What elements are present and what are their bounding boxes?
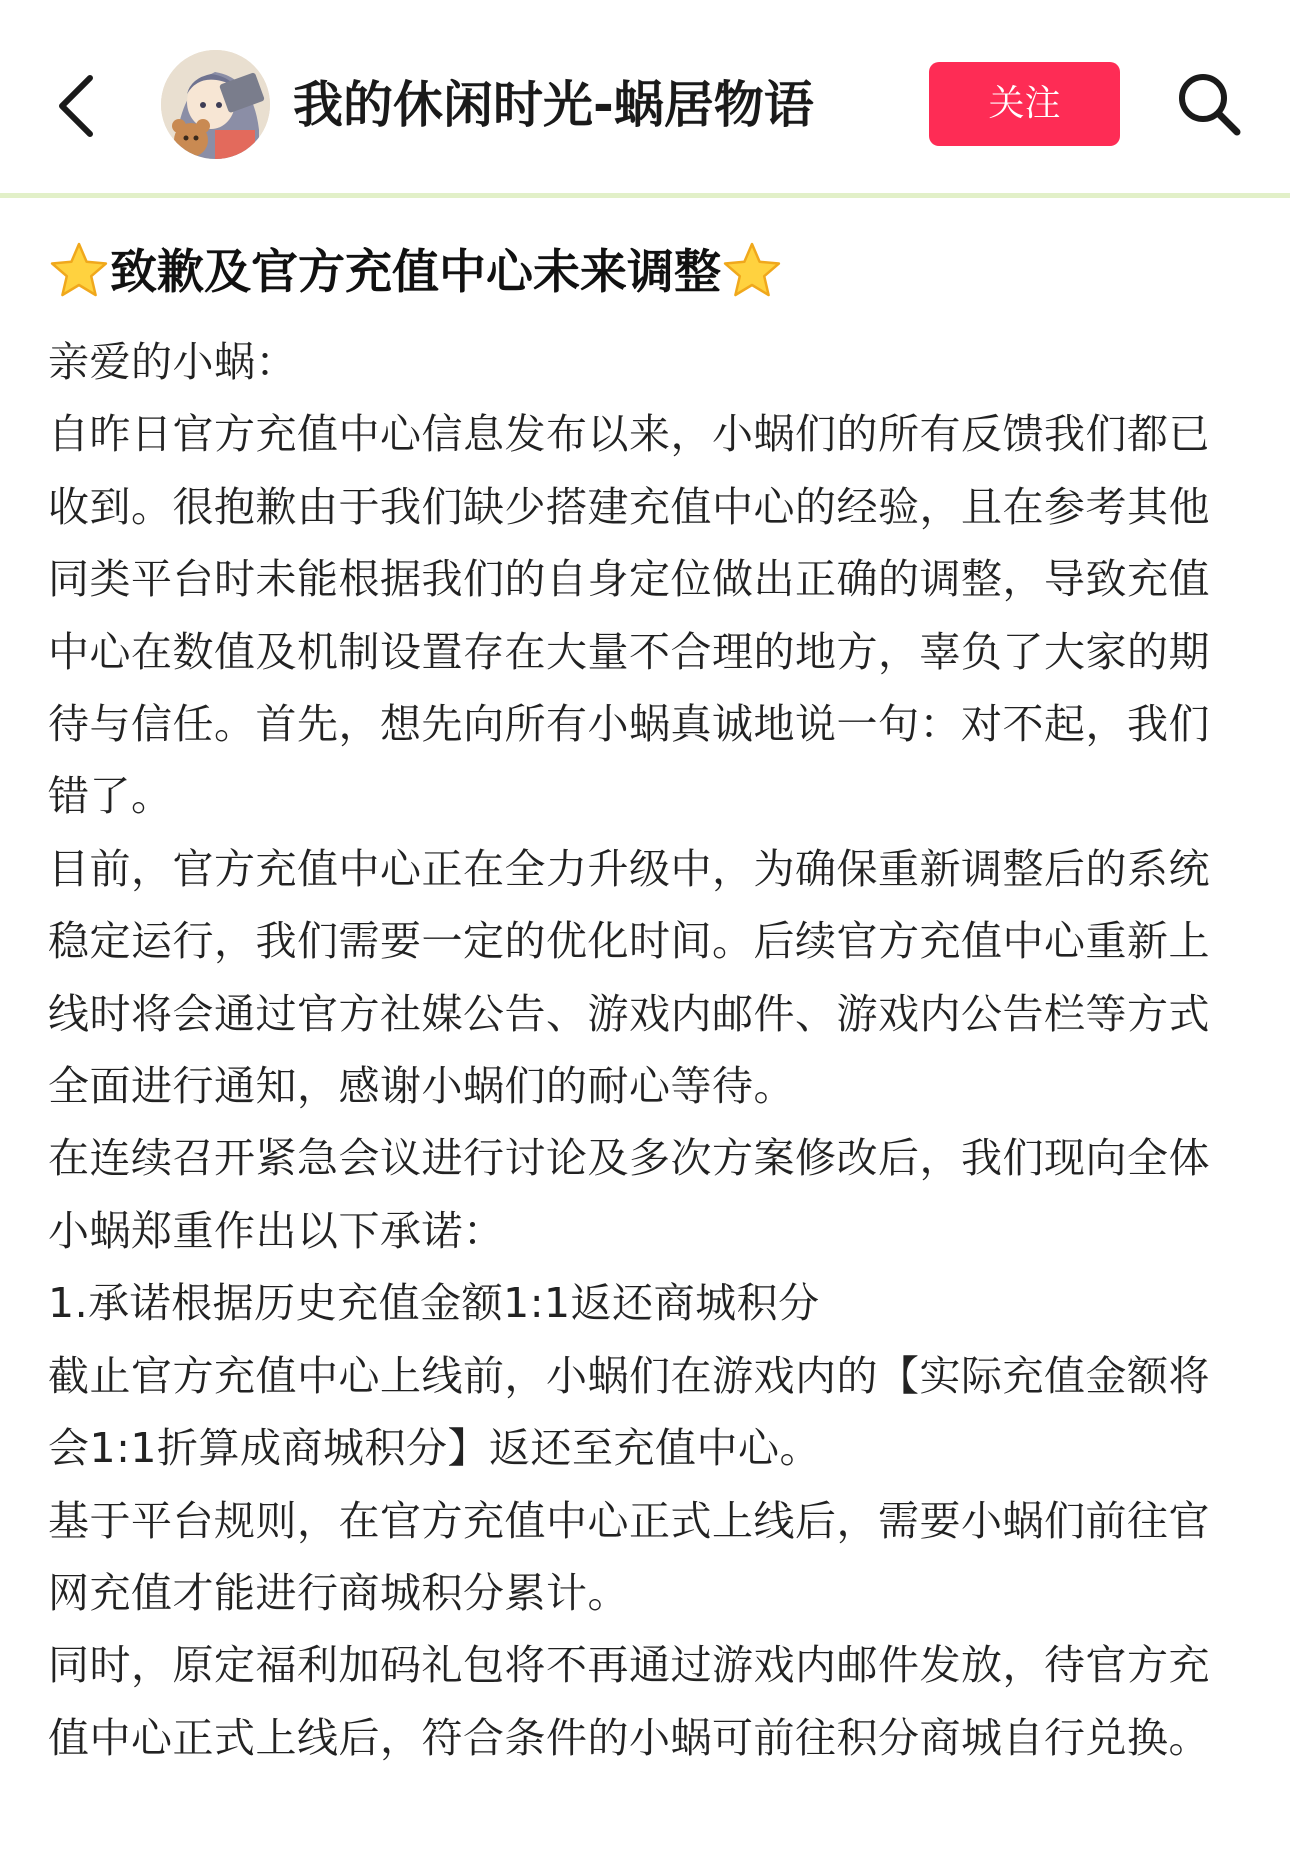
post-paragraph-gift-pack: 同时，原定福利加码礼包将不再通过游戏内邮件发放，待官方充值中心正式上线后，符合条件的小蜗可前往积分商城自行兑换。 <box>48 1641 1210 1762</box>
star-icon <box>721 240 783 302</box>
post-paragraph-platform-rules: 基于平台规则，在官方充值中心正式上线后，需要小蜗们前往官网充值才能进行商城积分累计。 <box>48 1496 1210 1617</box>
post-content <box>48 230 1248 1774</box>
post-paragraph-apology: 自昨日官方充值中心信息发布以来，小蜗们的所有反馈我们都已收到。很抱歉由于我们缺少搭建充值中心的经验，且在参考其他同类平台时未能根据我们的自身定位做出正确的调整，导致充值中心在数值及机制设置存在大量不合理的地方，辜负了大家的期待与信任。首先，想先向所有小蜗真诚地说一句：对不起，我们错了。 <box>48 410 1210 821</box>
avatar[interactable] <box>161 50 270 159</box>
star-icon <box>48 240 110 302</box>
post-title-text: 致歉及官方充值中心未来调整 <box>110 245 721 300</box>
top-nav-bar <box>0 0 1290 196</box>
post-paragraph-commitment-intro: 在连续召开紧急会议进行讨论及多次方案修改后，我们现向全体小蜗郑重作出以下承诺： <box>48 1134 1210 1255</box>
post-paragraph-commitment-1: 1.承诺根据历史充值金额1:1返还商城积分 <box>48 1279 820 1328</box>
follow-button[interactable]: 关注 <box>929 62 1120 146</box>
back-arrow-icon[interactable] <box>50 70 106 142</box>
post-title <box>48 230 1248 316</box>
post-paragraph-upgrade: 目前，官方充值中心正在全力升级中，为确保重新调整后的系统稳定运行，我们需要一定的优化时间。后续官方充值中心重新上线时将会通过官方社媒公告、游戏内邮件、游戏内公告栏等方式全面进行通知，感谢小蜗们的耐心等待。 <box>48 844 1210 1111</box>
header-divider <box>0 193 1290 198</box>
post-paragraph-refund-detail: 截止官方充值中心上线前，小蜗们在游戏内的【实际充值金额将会1:1折算成商城积分】返还至充值中心。 <box>48 1351 1210 1473</box>
account-name[interactable]: 我的休闲时光-蜗居物语 <box>293 76 814 134</box>
search-icon[interactable] <box>1173 68 1245 140</box>
post-paragraph-greeting: 亲爱的小蜗： <box>48 338 297 386</box>
